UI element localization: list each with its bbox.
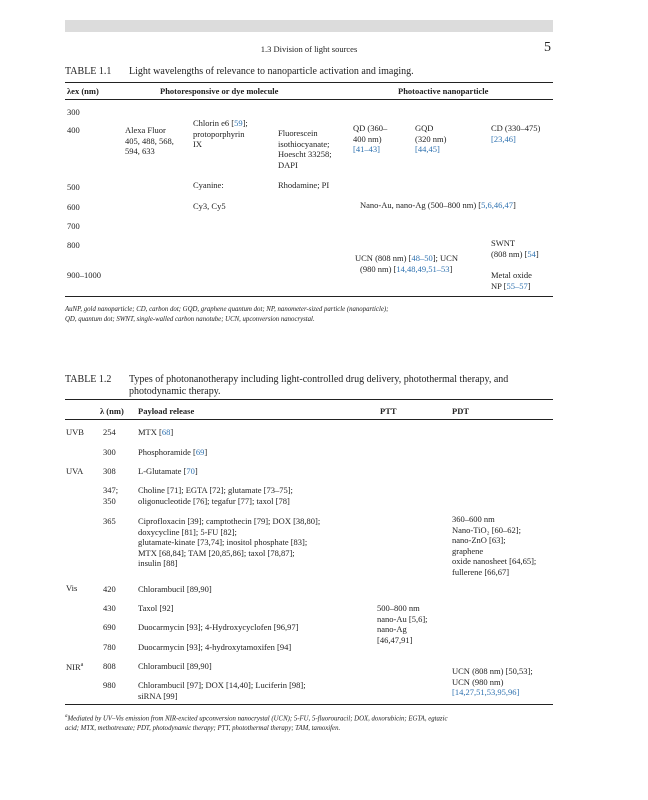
- table1-col-nanoparticle: Photoactive nanoparticle: [398, 86, 489, 96]
- w347-350: 347; 350: [103, 485, 119, 506]
- row-800: 800: [67, 240, 80, 250]
- table2-footnote: $^a$Mediated by UV–Vis emission from NIR-excited upconversion nanocrystal (UCN); 5-FU, 5-fluorouracil; DOX, doxorubicin; EGTA, egtazic acid; MTX, methotrexate; PDT, photodynamic therapy; PTT, photothermal therapy; TAM, tamoxifen.: [65, 714, 448, 732]
- uvb-label: UVB: [66, 427, 84, 437]
- pdt-808-cell: UCN (808 nm) [50,53]; UCN (980 nm) [14,27,51,53,95,96]: [452, 666, 533, 697]
- w780: 780: [103, 642, 116, 652]
- cd-cell: CD (330–475) [23,46]: [491, 123, 541, 144]
- row-700: 700: [67, 221, 80, 231]
- taxol-cell: Taxol [92]: [138, 603, 174, 613]
- table2-col-pdt: PDT: [452, 406, 469, 416]
- ptt-430-cell: 500–800 nm nano-Au [5,6]; nano-Ag [46,47,91]: [377, 603, 428, 645]
- header-bar: [65, 20, 553, 32]
- table1-col-wavelength: λex (nm): [67, 86, 99, 96]
- cyanine: Cyanine:: [193, 180, 224, 190]
- table2-col-payload: Payload release: [138, 406, 195, 416]
- table2-caption: TABLE 1.2 Types of photonanotherapy including light-controlled drug delivery, photothermal therapy, and photodynamic therapy.: [65, 374, 509, 397]
- fluorescein-cell: Fluorescein isothiocyanate; Hoescht 33258; DAPI: [278, 128, 332, 170]
- ucn-cell: UCN (808 nm) [48–50]; UCN (980 nm) [14,48,49,51–53]: [355, 253, 458, 274]
- rhodamine: Rhodamine; PI: [278, 180, 330, 190]
- w254: 254: [103, 427, 116, 437]
- row-300: 300: [67, 107, 80, 117]
- mtx-cell: MTX [68]: [138, 427, 174, 437]
- w420: 420: [103, 584, 116, 594]
- uva-label: UVA: [66, 466, 84, 476]
- table2-head-rule: [65, 419, 553, 420]
- table1-top-rule: [65, 82, 553, 83]
- table1-caption: [65, 66, 555, 78]
- table2-top-rule: [65, 399, 553, 400]
- row-400: 400: [67, 125, 80, 135]
- swnt-cell: SWNT (808 nm) [54]: [491, 238, 539, 259]
- w308: 308: [103, 466, 116, 476]
- chlorambucil-cell-3: Chlorambucil [97]; DOX [14,40]; Luciferin [98]; siRNA [99]: [138, 680, 306, 701]
- duocarmycin-cell: Duocarmycin [93]; 4-Hydroxycyclofen [96,97]: [138, 622, 299, 632]
- nir-label: NIR$^a$: [66, 661, 84, 672]
- w300: 300: [103, 447, 116, 457]
- table2-bottom-rule: [65, 704, 553, 705]
- table1-footnote: AuNP, gold nanoparticle; CD, carbon dot; GQD, graphene quantum dot; NP, nanometer-sized particle (nanoparticle); QD, quantum dot; SWNT, single-walled carbon nanotube; UCN, upconversion nanocrystal.: [65, 306, 389, 323]
- w980: 980: [103, 680, 116, 690]
- w430: 430: [103, 603, 116, 613]
- row-600: 600: [67, 202, 80, 212]
- table2-label: TABLE 1.2: [65, 374, 112, 385]
- gqd-cell: GQD (320 nm) [44,45]: [415, 123, 447, 154]
- cipro-cell: Ciprofloxacin [39]; camptothecin [79]; DOX [38,80]; doxycycline [81]; 5-FU [82]; glutamate-kinate [73,74]; inositol phosphate [83]; MTX [68,84]; TAM [20,85,86]; taxol [78,87]; insulin [88]: [138, 516, 321, 568]
- table2-col-ptt: PTT: [380, 406, 397, 416]
- w808: 808: [103, 661, 116, 671]
- table1-label: TABLE 1.1: [65, 66, 112, 77]
- running-header: [65, 42, 553, 58]
- table1-col-dye: Photoresponsive or dye molecule: [160, 86, 279, 96]
- page-number: 5: [544, 40, 551, 55]
- cy3-cy5: Cy3, Cy5: [193, 201, 226, 211]
- table1-bottom-rule: [65, 296, 553, 297]
- pdt-365-cell: 360–600 nm Nano-TiO₂ [60–62]; nano-ZnO [63]; graphene oxide nanosheet [64,65]; fullerene [66,67]: [452, 514, 537, 577]
- alexa-fluor: Alexa Fluor 405, 488, 568, 594, 633: [125, 125, 174, 156]
- metal-oxide-cell: Metal oxide NP [55–57]: [491, 270, 532, 291]
- table2-col-wavelength: λ (nm): [100, 406, 124, 416]
- w690: 690: [103, 622, 116, 632]
- section-title: 1.3 Division of light sources: [260, 44, 358, 54]
- chlorambucil-cell-2: Chlorambucil [89,90]: [138, 661, 212, 671]
- qd-cell: QD (360– 400 nm) [41–43]: [353, 123, 388, 154]
- chlorambucil-cell: Chlorambucil [89,90]: [138, 584, 212, 594]
- row-900-1000: 900–1000: [67, 270, 101, 280]
- phos-cell: Phosphoramide [69]: [138, 447, 208, 457]
- chlorin-cell: Chlorin e6 [59]; protoporphyrin IX: [193, 118, 248, 149]
- vis-label: Vis: [66, 583, 78, 593]
- row-500: 500: [67, 182, 80, 192]
- duocarmycin-cell-2: Duocarmycin [93]; 4-hydroxytamoxifen [94]: [138, 642, 292, 652]
- choline-cell: Choline [71]; EGTA [72]; glutamate [73–75]; oligonucleotide [76]; tegafur [77]; taxol [78]: [138, 485, 293, 506]
- table1-head-rule: [65, 99, 553, 100]
- glutamate-cell: L-Glutamate [70]: [138, 466, 198, 476]
- nano-au-ag: Nano-Au, nano-Ag (500–800 nm) [5,6,46,47]: [360, 200, 516, 210]
- w365: 365: [103, 516, 116, 526]
- table1-caption-text: Light wavelengths of relevance to nanoparticle activation and imaging.: [129, 66, 414, 77]
